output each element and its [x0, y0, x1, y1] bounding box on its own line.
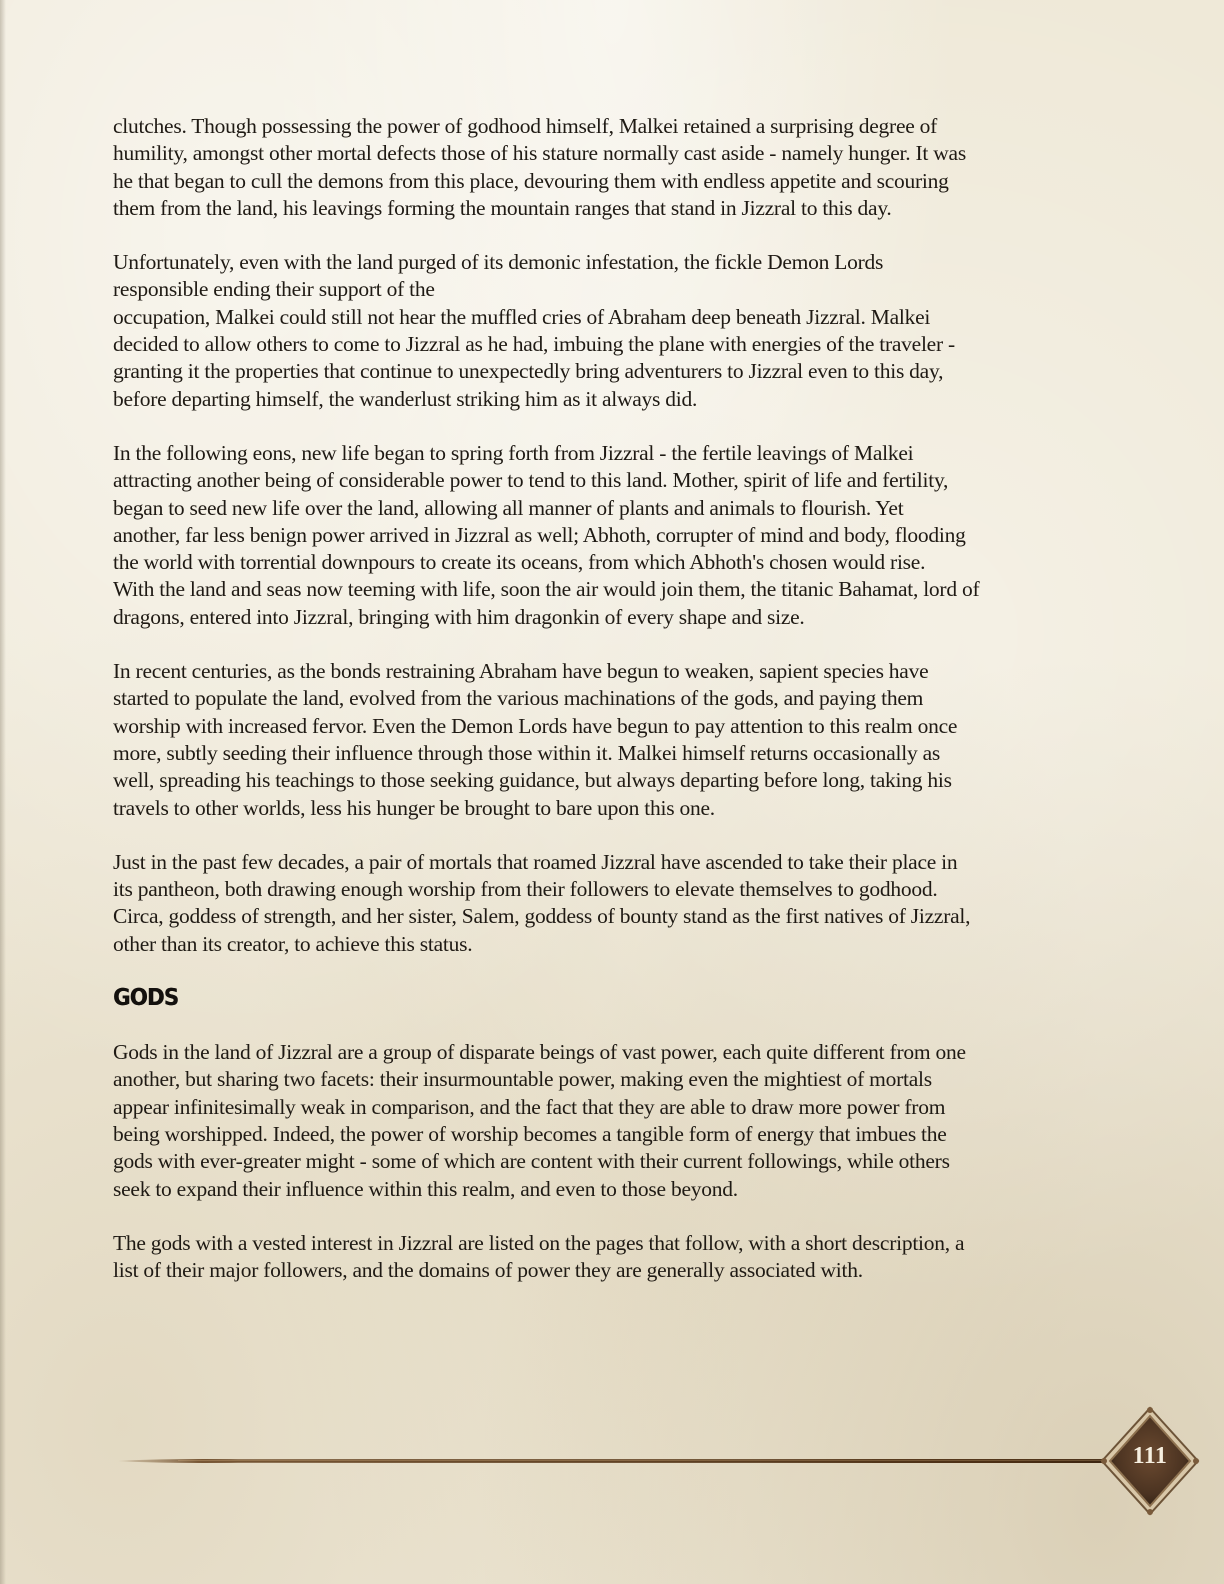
paragraph-recent-centuries: In recent centuries, as the bonds restraining Abraham have begun to weaken, sapient species have started to populate the land, evolved from the various machinations of the gods, and paying them worship with increased fervor. Even the Demon Lords have begun to pay attention to this realm once more, subtly seeding their influence through those within it. Malkei himself returns occasionally as well, spreading his teachings to those seeking guidance, but always departing before long, taking his travels to other worlds, less his hunger be brought to bare upon this one.: [113, 659, 958, 820]
paragraph-past-decades: Just in the past few decades, a pair of mortals that roamed Jizzral have ascended to take their place in its pantheon, both drawing enough worship from their followers to elevate themselves to godhood. Circa, goddess of strength, and her sister, Salem, goddess of bounty stand as the first natives of Jizzral, other than its creator, to achieve this status.: [113, 849, 971, 956]
section-heading-gods: GODS: [113, 985, 179, 1012]
paragraph-following-eons: In the following eons, new life began to spring forth from Jizzral - the fertile leavings of Malkei attracting another being of considerable power to tend to this land. Mother, spirit of life and fertility, began to seed new life over the land, allowing all manner of plants and animals to flourish. Yet another, far less benign power arrived in Jizzral as well; Abhoth, corrupter of mind and body, flooding the world with torrential downpours to create its oceans, from which Abhoth's chosen would rise. With the land and seas now teeming with life, soon the air would join them, the titanic Bahamat, lord of dragons, entered into Jizzral, bringing with him dragonkin of every shape and size.: [113, 440, 980, 629]
page-body: [113, 113, 1113, 1311]
paragraph-gods-listing: The gods with a vested interest in Jizzral are listed on the pages that follow, with a short description, a list of their major followers, and the domains of power they are generally associated with.: [113, 1230, 965, 1283]
paragraph-gods-description: Gods in the land of Jizzral are a group of disparate beings of vast power, each quite different from one another, but sharing two facets: their insurmountable power, making even the mightiest of mortals appear infinitesimally weak in comparison, and the fact that they are able to draw more power from being worshipped. Indeed, the power of worship becomes a tangible form of energy that imbues the gods with ever-greater might - some of which are content with their current followings, while others seek to expand their influence within this realm, and even to those beyond.: [113, 1040, 966, 1201]
paragraph-malkei-hunger: clutches. Though possessing the power of godhood himself, Malkei retained a surprising degree of humility, amongst other mortal defects those of his stature normally cast aside - namely hunger. It was he that began to cull the demons from this place, devouring them with endless appetite and scouring them from the land, his leavings forming the mountain ranges that stand in Jizzral to this day.: [113, 114, 966, 220]
page-number: 111: [1132, 1443, 1168, 1469]
paragraph-demon-lords: Unfortunately, even with the land purged of its demonic infestation, the fickle Demon Lords responsible ending their support of the occupation, Malkei could still not hear the muffled cries of Abraham deep beneath Jizzral. Malkei decided to allow others to come to Jizzral as he had, imbuing the plane with energies of the traveler - granting it the properties that continue to unexpectedly bring adventurers to Jizzral even to this day, before departing himself, the wanderlust striking him as it always did.: [113, 250, 955, 411]
footer-divider-line: [118, 1457, 1118, 1465]
page-edge-shadow: [0, 0, 6, 1584]
